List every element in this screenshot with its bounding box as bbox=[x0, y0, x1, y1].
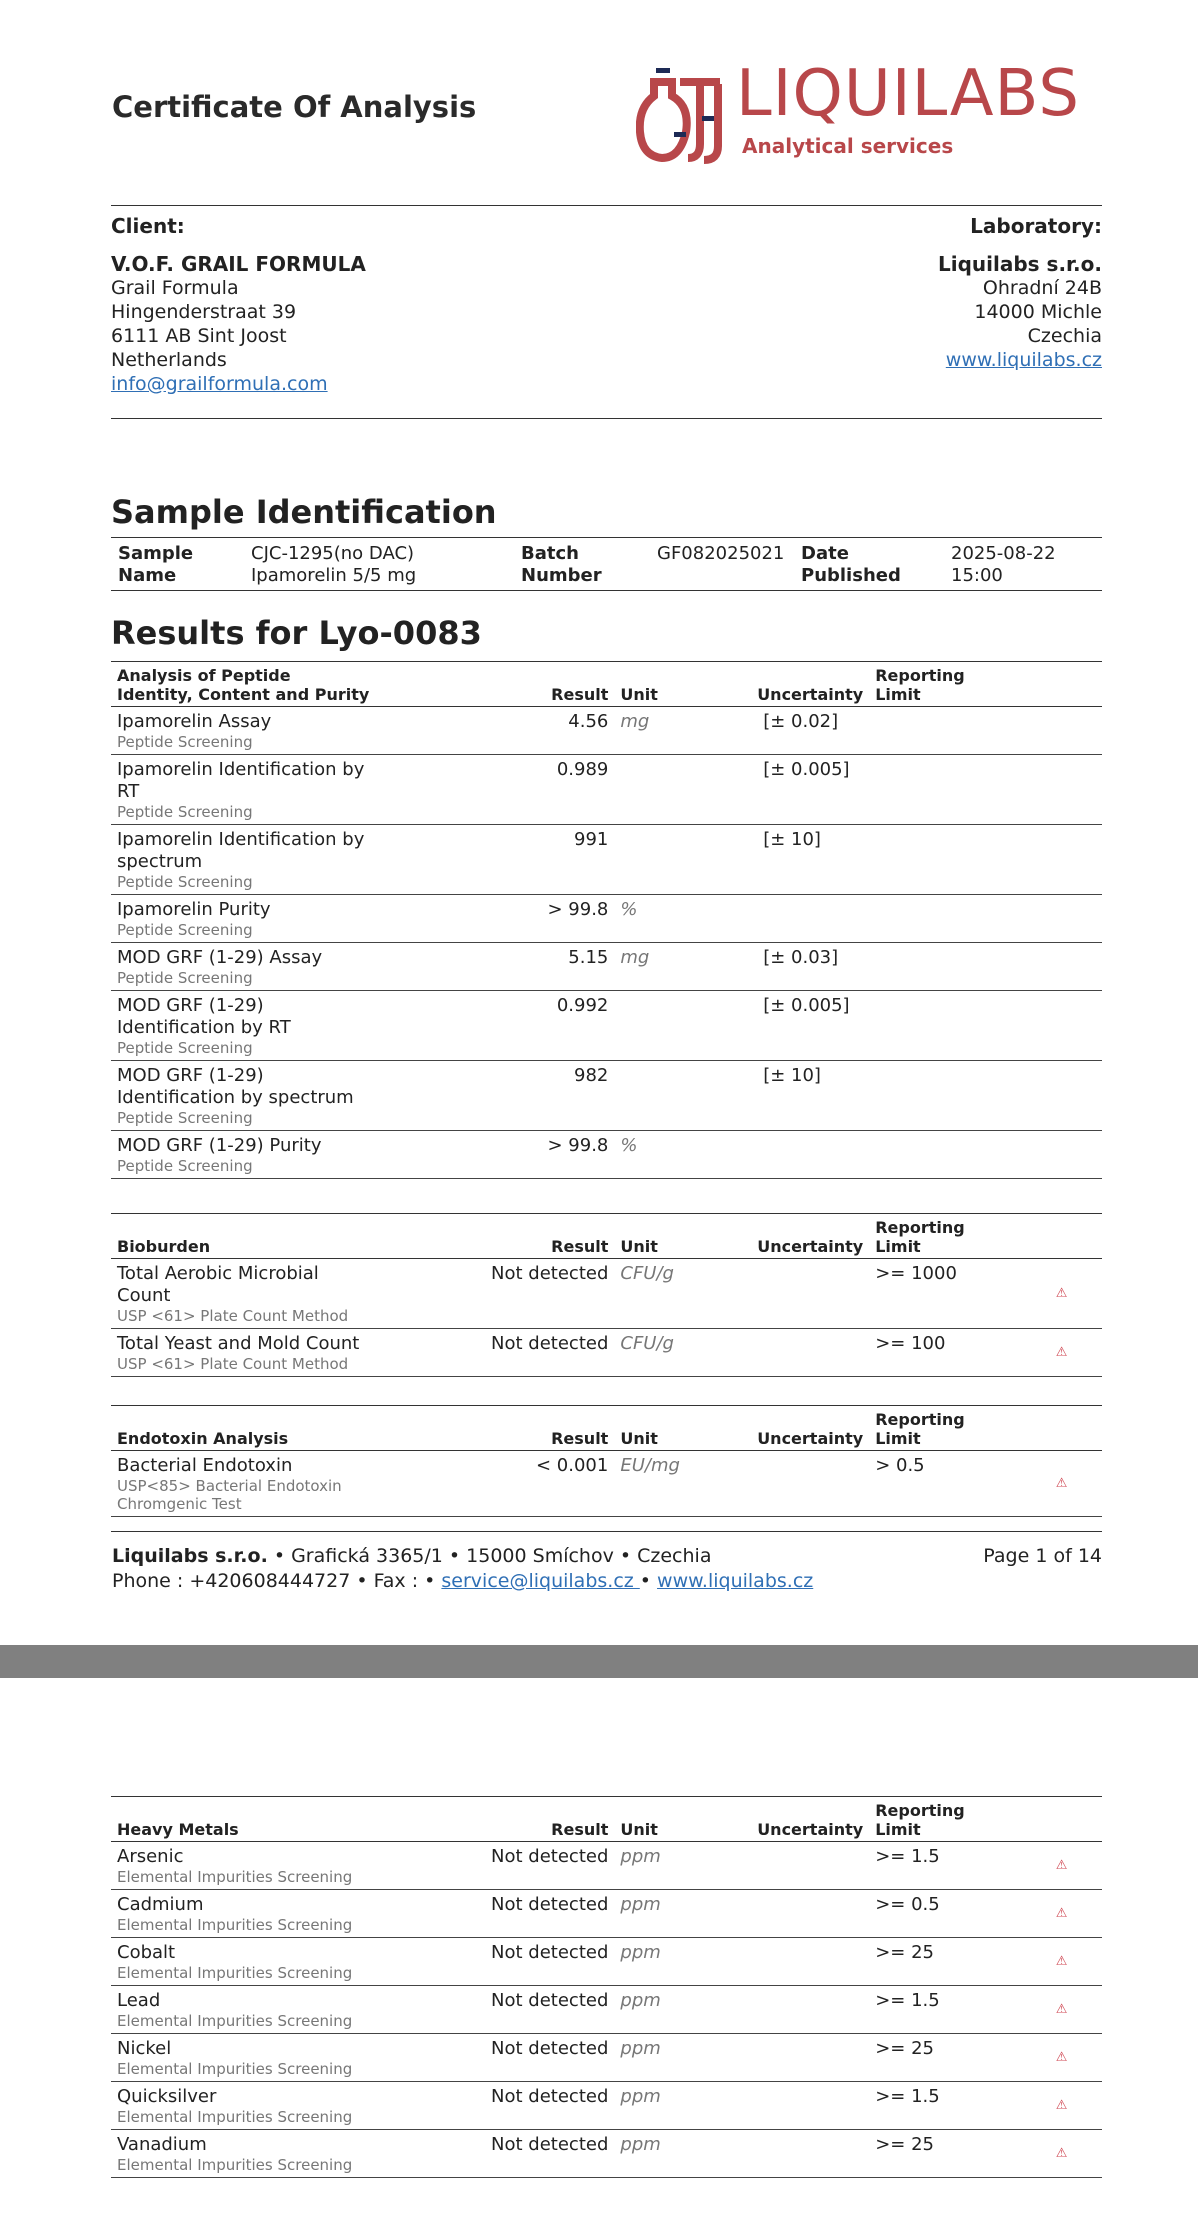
analysis-name: Bacterial Endotoxin bbox=[117, 1455, 293, 1476]
reporting-limit-value bbox=[869, 895, 1021, 943]
laboratory-line: Czechia bbox=[1027, 325, 1102, 347]
unit-value: mg bbox=[614, 707, 751, 755]
reporting-limit-value bbox=[869, 1131, 1021, 1179]
analysis-method: USP <61> Plate Count Method bbox=[117, 1355, 349, 1373]
bioburden-table bbox=[111, 1213, 1102, 1377]
reporting-limit-value: >= 25 bbox=[869, 1938, 1021, 1986]
result-value: Not detected bbox=[377, 1938, 615, 1986]
result-value: > 99.8 bbox=[377, 1131, 615, 1179]
endotoxin-table bbox=[111, 1405, 1102, 1517]
warning-icon: ⚠ bbox=[1021, 1842, 1102, 1890]
table-header-row bbox=[111, 1214, 1102, 1259]
client-name: V.O.F. GRAIL FORMULA bbox=[111, 252, 366, 276]
page-footer bbox=[112, 1544, 1102, 1594]
analysis-cell bbox=[111, 2034, 377, 2082]
result-value: Not detected bbox=[377, 2034, 615, 2082]
heavy-metals-table bbox=[111, 1796, 1102, 2178]
result-value: 5.15 bbox=[377, 943, 615, 991]
result-value: < 0.001 bbox=[377, 1451, 615, 1517]
table-row bbox=[111, 943, 1102, 991]
analysis-name: MOD GRF (1-29) Identification by spectrum bbox=[117, 1065, 354, 1108]
warning-icon: ⚠ bbox=[1021, 2082, 1102, 2130]
unit-value: CFU/g bbox=[614, 1329, 751, 1377]
analysis-method: Elemental Impurities Screening bbox=[117, 1964, 353, 1982]
footer-email-link[interactable]: service@liquilabs.cz bbox=[441, 1570, 640, 1592]
unit-column-header: Unit bbox=[614, 1797, 751, 1842]
analysis-cell bbox=[111, 1259, 377, 1329]
warning-icon bbox=[1021, 755, 1102, 825]
analysis-cell bbox=[111, 707, 377, 755]
unit-value: mg bbox=[614, 943, 751, 991]
client-label: Client: bbox=[111, 214, 185, 238]
table-row bbox=[111, 1451, 1102, 1517]
sample-identification-heading: Sample Identification bbox=[111, 493, 497, 531]
warning-icon: ⚠ bbox=[1021, 1329, 1102, 1377]
logo-wordmark: LIQUILABS bbox=[736, 57, 1080, 131]
laboratory-name: Liquilabs s.r.o. bbox=[938, 252, 1102, 276]
result-value: Not detected bbox=[377, 1329, 615, 1377]
table-title: Bioburden bbox=[111, 1214, 377, 1259]
warning-icon bbox=[1021, 1131, 1102, 1179]
analysis-method: Peptide Screening bbox=[117, 733, 253, 751]
analysis-name: MOD GRF (1-29) Assay bbox=[117, 947, 323, 968]
result-value: Not detected bbox=[377, 1842, 615, 1890]
analysis-cell bbox=[111, 1061, 377, 1131]
result-value: Not detected bbox=[377, 1259, 615, 1329]
page-separator bbox=[0, 1645, 1198, 1678]
client-line: Netherlands bbox=[111, 349, 227, 371]
laboratory-label: Laboratory: bbox=[970, 214, 1102, 238]
uncertainty-column-header: Uncertainty bbox=[751, 1406, 869, 1451]
analysis-name: Ipamorelin Identification by RT bbox=[117, 759, 365, 802]
date-published-label: Date Published bbox=[801, 543, 901, 586]
table-row bbox=[111, 895, 1102, 943]
table-header-row bbox=[111, 1406, 1102, 1451]
unit-column-header: Unit bbox=[614, 662, 751, 707]
results-heading: Results for Lyo-0083 bbox=[111, 614, 482, 652]
reporting-limit-value: >= 25 bbox=[869, 2130, 1021, 2178]
table-title: Endotoxin Analysis bbox=[111, 1406, 377, 1451]
analysis-cell bbox=[111, 895, 377, 943]
footer-phone: Phone : +420608444727 • Fax : • bbox=[112, 1570, 442, 1592]
warning-icon bbox=[1021, 707, 1102, 755]
table-row bbox=[111, 1259, 1102, 1329]
table-row bbox=[111, 1329, 1102, 1377]
table-row bbox=[111, 1890, 1102, 1938]
analysis-name: Quicksilver bbox=[117, 2086, 217, 2107]
analysis-name: Arsenic bbox=[117, 1846, 184, 1867]
reporting-limit-value: >= 0.5 bbox=[869, 1890, 1021, 1938]
uncertainty-value bbox=[751, 1938, 869, 1986]
time-line: 15:00 bbox=[951, 565, 1003, 586]
uncertainty-value: [± 0.005] bbox=[751, 755, 869, 825]
footer-company: Liquilabs s.r.o. bbox=[112, 1545, 268, 1567]
analysis-cell bbox=[111, 2082, 377, 2130]
warning-icon: ⚠ bbox=[1021, 2034, 1102, 2082]
analysis-name: Lead bbox=[117, 1990, 161, 2011]
unit-value: ppm bbox=[614, 1938, 751, 1986]
client-email-link[interactable]: info@grailformula.com bbox=[111, 373, 328, 395]
reporting-limit-column-header: Reporting Limit bbox=[869, 662, 1021, 707]
sample-name-label: Sample Name bbox=[118, 543, 194, 586]
uncertainty-value bbox=[751, 1890, 869, 1938]
result-column-header: Result bbox=[377, 1797, 615, 1842]
flag-column-header bbox=[1021, 662, 1102, 707]
unit-value: ppm bbox=[614, 2130, 751, 2178]
warning-icon bbox=[1021, 943, 1102, 991]
document-title: Certificate Of Analysis bbox=[112, 90, 477, 124]
result-column-header: Result bbox=[377, 662, 615, 707]
result-value: 0.992 bbox=[377, 991, 615, 1061]
uncertainty-value: [± 10] bbox=[751, 1061, 869, 1131]
warning-icon: ⚠ bbox=[1021, 1259, 1102, 1329]
unit-value: CFU/g bbox=[614, 1259, 751, 1329]
uncertainty-value bbox=[751, 1131, 869, 1179]
result-value: Not detected bbox=[377, 1890, 615, 1938]
table-header-row bbox=[111, 662, 1102, 707]
analysis-cell bbox=[111, 1938, 377, 1986]
analysis-method: Peptide Screening bbox=[117, 921, 253, 939]
analysis-method: USP<85> Bacterial Endotoxin Chromgenic Test bbox=[117, 1477, 342, 1513]
laboratory-block bbox=[938, 214, 1102, 372]
uncertainty-value bbox=[751, 2034, 869, 2082]
liquilabs-logo bbox=[636, 58, 1102, 168]
client-line: Grail Formula bbox=[111, 277, 239, 299]
analysis-method: Peptide Screening bbox=[117, 969, 253, 987]
unit-value bbox=[614, 755, 751, 825]
analysis-cell bbox=[111, 943, 377, 991]
unit-value bbox=[614, 825, 751, 895]
result-value: 0.989 bbox=[377, 755, 615, 825]
table-header-row bbox=[111, 1797, 1102, 1842]
analysis-name: Vanadium bbox=[117, 2134, 207, 2155]
unit-value: ppm bbox=[614, 1890, 751, 1938]
result-value: 982 bbox=[377, 1061, 615, 1131]
warning-icon: ⚠ bbox=[1021, 1938, 1102, 1986]
table-row bbox=[111, 1061, 1102, 1131]
result-column-header: Result bbox=[377, 1406, 615, 1451]
reporting-limit-value bbox=[869, 1061, 1021, 1131]
reporting-limit-value: >= 25 bbox=[869, 2034, 1021, 2082]
unit-column-header: Unit bbox=[614, 1214, 751, 1259]
page-number: Page 1 of 14 bbox=[983, 1545, 1102, 1567]
laboratory-web-link[interactable]: www.liquilabs.cz bbox=[945, 349, 1102, 371]
table-row bbox=[111, 991, 1102, 1061]
reporting-limit-column-header: Reporting Limit bbox=[869, 1214, 1021, 1259]
analysis-method: Elemental Impurities Screening bbox=[117, 2012, 353, 2030]
footer-address-line bbox=[112, 1544, 1102, 1569]
batch-number-label: Batch Number bbox=[521, 543, 602, 586]
footer-contact-line bbox=[112, 1569, 1102, 1594]
warning-icon: ⚠ bbox=[1021, 1986, 1102, 2034]
analysis-method: USP <61> Plate Count Method bbox=[117, 1307, 349, 1325]
unit-value: % bbox=[614, 1131, 751, 1179]
sample-name-value bbox=[251, 543, 416, 587]
unit-value: ppm bbox=[614, 2034, 751, 2082]
date-published-value bbox=[951, 543, 1056, 587]
analysis-name: Ipamorelin Assay bbox=[117, 711, 272, 732]
unit-column-header: Unit bbox=[614, 1406, 751, 1451]
analysis-name: Ipamorelin Identification by spectrum bbox=[117, 829, 365, 872]
analysis-method: Peptide Screening bbox=[117, 873, 253, 891]
uncertainty-value: [± 0.03] bbox=[751, 943, 869, 991]
table-row bbox=[111, 1842, 1102, 1890]
table-row bbox=[111, 2130, 1102, 2178]
warning-icon: ⚠ bbox=[1021, 2130, 1102, 2178]
analysis-cell bbox=[111, 1842, 377, 1890]
analysis-name: Cadmium bbox=[117, 1894, 204, 1915]
analysis-cell bbox=[111, 1131, 377, 1179]
logo-tagline: Analytical services bbox=[742, 134, 954, 158]
result-value: Not detected bbox=[377, 1986, 615, 2034]
flask-logo-icon bbox=[636, 62, 732, 166]
divider bbox=[111, 418, 1102, 419]
analysis-method: Elemental Impurities Screening bbox=[117, 2060, 353, 2078]
footer-divider bbox=[111, 1531, 1102, 1532]
result-value: 4.56 bbox=[377, 707, 615, 755]
laboratory-line: 14000 Michle bbox=[974, 301, 1102, 323]
reporting-limit-value: >= 1.5 bbox=[869, 1986, 1021, 2034]
uncertainty-column-header: Uncertainty bbox=[751, 1797, 869, 1842]
table-row bbox=[111, 2082, 1102, 2130]
analysis-name: Total Aerobic Microbial Count bbox=[117, 1263, 319, 1306]
analysis-cell bbox=[111, 1986, 377, 2034]
footer-address: • Grafická 3365/1 • 15000 Smíchov • Czechia bbox=[267, 1545, 712, 1567]
analysis-cell bbox=[111, 1329, 377, 1377]
analysis-name: Nickel bbox=[117, 2038, 172, 2059]
analysis-name: Total Yeast and Mold Count bbox=[117, 1333, 360, 1354]
analysis-cell bbox=[111, 825, 377, 895]
reporting-limit-value bbox=[869, 707, 1021, 755]
client-line: Hingenderstraat 39 bbox=[111, 301, 297, 323]
warning-icon bbox=[1021, 1061, 1102, 1131]
table-title: Analysis of Peptide Identity, Content and Purity bbox=[111, 662, 377, 707]
analysis-name: MOD GRF (1-29) Identification by RT bbox=[117, 995, 291, 1038]
warning-icon bbox=[1021, 825, 1102, 895]
warning-icon: ⚠ bbox=[1021, 1451, 1102, 1517]
unit-value: EU/mg bbox=[614, 1451, 751, 1517]
flag-column-header bbox=[1021, 1214, 1102, 1259]
analysis-method: Peptide Screening bbox=[117, 1039, 253, 1057]
result-value: > 99.8 bbox=[377, 895, 615, 943]
reporting-limit-column-header: Reporting Limit bbox=[869, 1406, 1021, 1451]
analysis-cell bbox=[111, 755, 377, 825]
table-row bbox=[111, 1131, 1102, 1179]
page-2 bbox=[0, 1678, 1198, 2221]
analysis-method: Elemental Impurities Screening bbox=[117, 1916, 353, 1934]
uncertainty-value: [± 10] bbox=[751, 825, 869, 895]
unit-value bbox=[614, 991, 751, 1061]
sample-name-line: Ipamorelin 5/5 mg bbox=[251, 565, 417, 586]
analysis-method: Peptide Screening bbox=[117, 1157, 253, 1175]
uncertainty-column-header: Uncertainty bbox=[751, 1214, 869, 1259]
unit-value: % bbox=[614, 895, 751, 943]
analysis-name: Ipamorelin Purity bbox=[117, 899, 271, 920]
table-title: Heavy Metals bbox=[111, 1797, 377, 1842]
result-value: Not detected bbox=[377, 2082, 615, 2130]
table-row bbox=[111, 707, 1102, 755]
reporting-limit-value bbox=[869, 755, 1021, 825]
uncertainty-value bbox=[751, 2082, 869, 2130]
footer-web-link[interactable]: www.liquilabs.cz bbox=[657, 1570, 814, 1592]
unit-value: ppm bbox=[614, 1986, 751, 2034]
footer-separator: • bbox=[639, 1570, 658, 1592]
uncertainty-value: [± 0.005] bbox=[751, 991, 869, 1061]
laboratory-line: Ohradní 24B bbox=[982, 277, 1102, 299]
unit-value bbox=[614, 1061, 751, 1131]
analysis-cell bbox=[111, 1451, 377, 1517]
analysis-cell bbox=[111, 1890, 377, 1938]
flag-column-header bbox=[1021, 1797, 1102, 1842]
uncertainty-value bbox=[751, 1842, 869, 1890]
uncertainty-value bbox=[751, 1329, 869, 1377]
unit-value: ppm bbox=[614, 2082, 751, 2130]
analysis-name: MOD GRF (1-29) Purity bbox=[117, 1135, 322, 1156]
table-row bbox=[111, 2034, 1102, 2082]
sample-identification-table bbox=[111, 537, 1102, 591]
warning-icon bbox=[1021, 895, 1102, 943]
analysis-method: Elemental Impurities Screening bbox=[117, 2156, 353, 2174]
reporting-limit-value bbox=[869, 991, 1021, 1061]
sample-name-line: CJC-1295(no DAC) bbox=[251, 543, 415, 564]
uncertainty-value bbox=[751, 895, 869, 943]
uncertainty-value bbox=[751, 2130, 869, 2178]
reporting-limit-value: >= 100 bbox=[869, 1329, 1021, 1377]
uncertainty-value bbox=[751, 1986, 869, 2034]
result-value: 991 bbox=[377, 825, 615, 895]
reporting-limit-column-header: Reporting Limit bbox=[869, 1797, 1021, 1842]
divider bbox=[111, 205, 1102, 206]
uncertainty-value bbox=[751, 1451, 869, 1517]
reporting-limit-value: >= 1000 bbox=[869, 1259, 1021, 1329]
analysis-cell bbox=[111, 991, 377, 1061]
unit-value: ppm bbox=[614, 1842, 751, 1890]
warning-icon: ⚠ bbox=[1021, 1890, 1102, 1938]
warning-icon bbox=[1021, 991, 1102, 1061]
date-line: 2025-08-22 bbox=[951, 543, 1056, 564]
reporting-limit-value: >= 1.5 bbox=[869, 1842, 1021, 1890]
peptide-analysis-table bbox=[111, 661, 1102, 1179]
uncertainty-column-header: Uncertainty bbox=[751, 662, 869, 707]
client-block bbox=[111, 214, 366, 396]
flag-column-header bbox=[1021, 1406, 1102, 1451]
analysis-method: Peptide Screening bbox=[117, 1109, 253, 1127]
batch-number-value: GF082025021 bbox=[657, 543, 785, 564]
analysis-method: Peptide Screening bbox=[117, 803, 253, 821]
analysis-method: Elemental Impurities Screening bbox=[117, 2108, 353, 2126]
result-value: Not detected bbox=[377, 2130, 615, 2178]
reporting-limit-value bbox=[869, 825, 1021, 895]
reporting-limit-value: > 0.5 bbox=[869, 1451, 1021, 1517]
analysis-cell bbox=[111, 2130, 377, 2178]
table-row bbox=[111, 825, 1102, 895]
reporting-limit-value: >= 1.5 bbox=[869, 2082, 1021, 2130]
result-column-header: Result bbox=[377, 1214, 615, 1259]
table-row bbox=[111, 1938, 1102, 1986]
analysis-method: Elemental Impurities Screening bbox=[117, 1868, 353, 1886]
uncertainty-value bbox=[751, 1259, 869, 1329]
client-line: 6111 AB Sint Joost bbox=[111, 325, 287, 347]
analysis-name: Cobalt bbox=[117, 1942, 176, 1963]
table-row bbox=[111, 755, 1102, 825]
uncertainty-value: [± 0.02] bbox=[751, 707, 869, 755]
reporting-limit-value bbox=[869, 943, 1021, 991]
table-row bbox=[111, 1986, 1102, 2034]
